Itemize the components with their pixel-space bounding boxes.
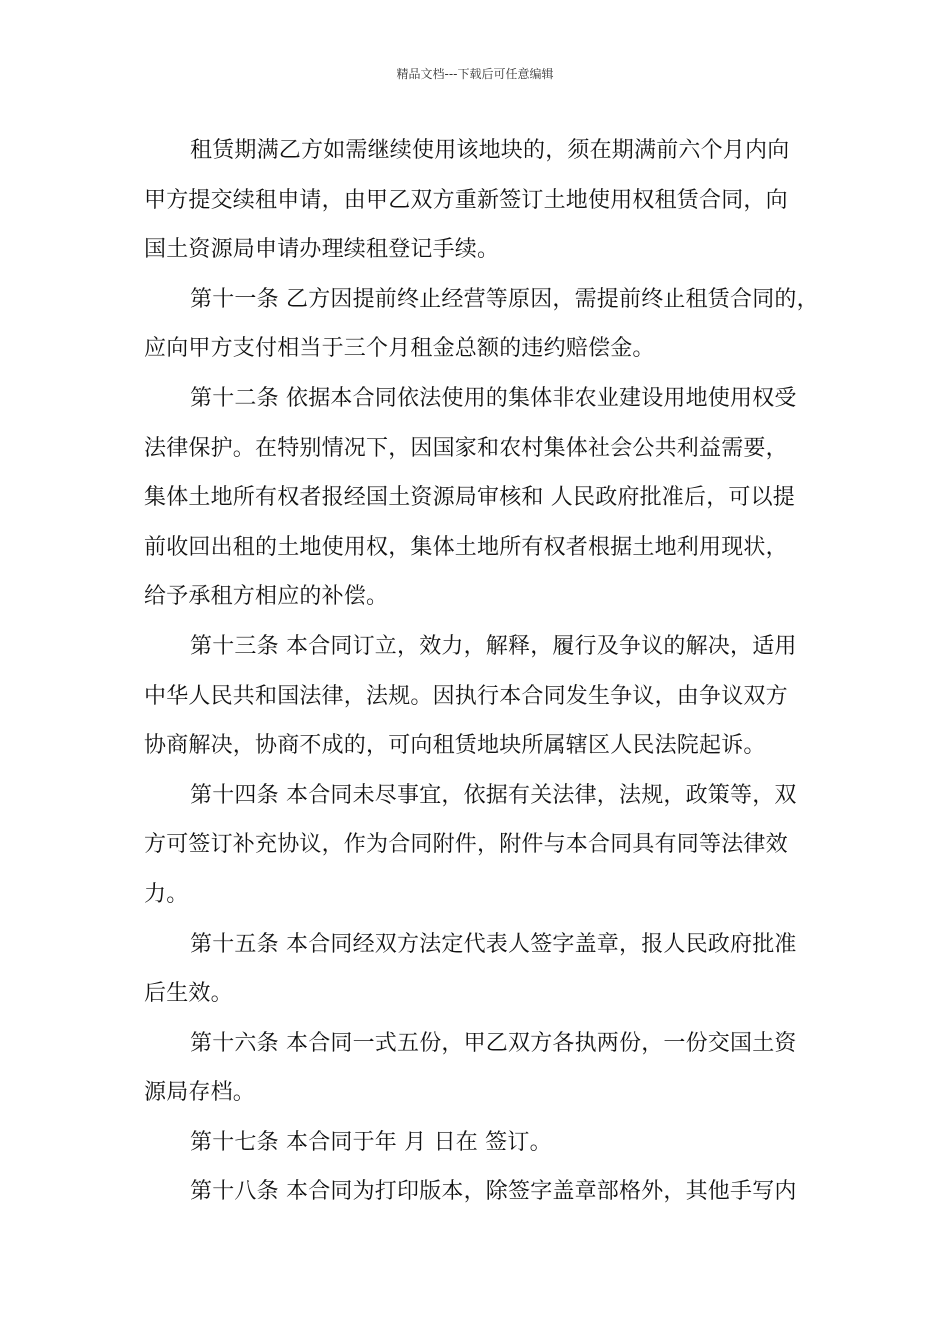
text-line: 方可签订补充协议，作为合同附件，附件与本合同具有同等法律效 bbox=[144, 832, 788, 858]
text-line: 力。 bbox=[144, 881, 189, 907]
text-line: 第十四条 本合同未尽事宜，依据有关法律，法规，政策等，双 bbox=[190, 782, 797, 808]
text-line: 中华人民共和国法律，法规。因执行本合同发生争议，由争议双方 bbox=[144, 683, 788, 709]
text-line: 给予承租方相应的补偿。 bbox=[144, 584, 389, 610]
text-line: 协商解决，协商不成的，可向租赁地块所属辖区人民法院起诉。 bbox=[144, 733, 766, 759]
text-line: 集体土地所有权者报经国土资源局审核和 人民政府批准后，可以提 bbox=[144, 485, 795, 511]
text-line: 第十六条 本合同一式五份，甲乙双方各执两份，一份交国土资 bbox=[190, 1030, 797, 1056]
text-line: 国土资源局申请办理续租登记手续。 bbox=[144, 237, 500, 263]
text-line: 第十一条 乙方因提前终止经营等原因，需提前终止租赁合同的， bbox=[190, 286, 819, 312]
text-line: 前收回出租的土地使用权，集体土地所有权者根据土地利用现状， bbox=[144, 534, 788, 560]
text-line: 租赁期满乙方如需继续使用该地块的，须在期满前六个月内向 bbox=[190, 138, 790, 163]
text-line: 第十八条 本合同为打印版本，除签字盖章部格外，其他手写内 bbox=[190, 1179, 797, 1205]
text-line: 第十二条 依据本合同依法使用的集体非农业建设用地使用权受 bbox=[190, 385, 797, 411]
text-line: 第十五条 本合同经双方法定代表人签字盖章，报人民政府批准 bbox=[190, 931, 797, 957]
page-header: 精品文档---下载后可任意编辑 bbox=[396, 67, 554, 81]
text-line: 甲方提交续租申请，由甲乙双方重新签订土地使用权租赁合同，向 bbox=[144, 187, 788, 213]
text-line: 第十三条 本合同订立，效力，解释，履行及争议的解决，适用 bbox=[190, 633, 797, 659]
text-line: 第十七条 本合同于年 月 日在 签订。 bbox=[190, 1129, 552, 1155]
text-line: 源局存档。 bbox=[144, 1080, 256, 1106]
document-body bbox=[144, 126, 834, 1217]
text-line: 应向甲方支付相当于三个月租金总额的违约赔偿金。 bbox=[144, 336, 655, 362]
text-line: 法律保护。在特别情况下，因国家和农村集体社会公共利益需要， bbox=[144, 435, 788, 461]
text-line: 后生效。 bbox=[144, 981, 233, 1007]
